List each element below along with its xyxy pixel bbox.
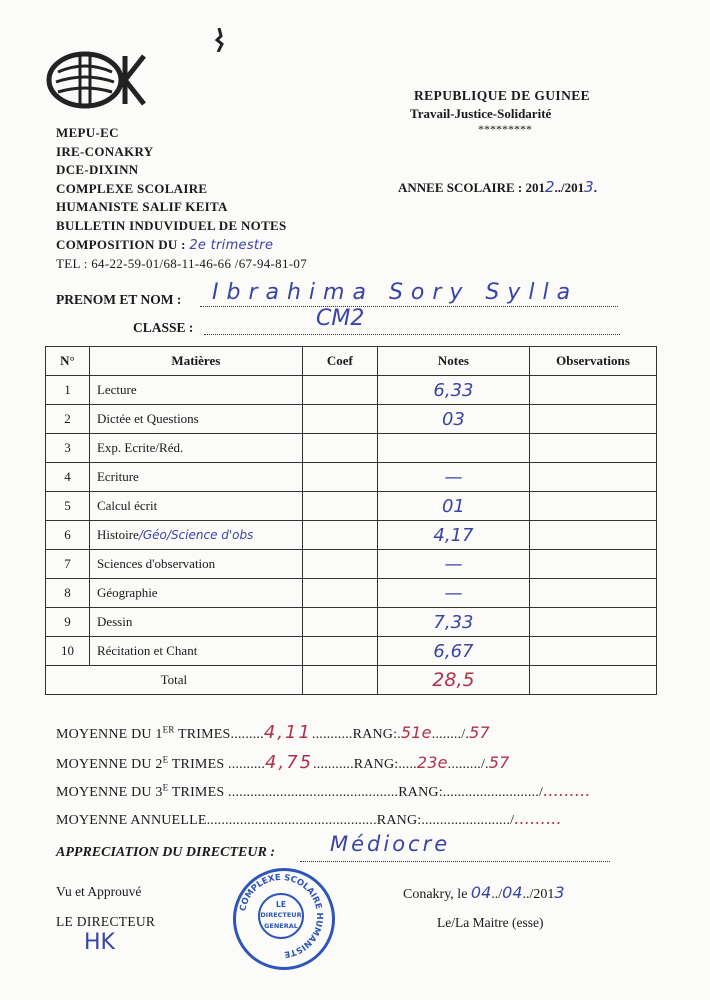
row-observation <box>529 637 656 666</box>
table-row <box>46 637 657 666</box>
row-coef <box>302 405 377 434</box>
rank-count: 57 <box>469 723 490 742</box>
date-sep-2: ../201 <box>522 887 555 902</box>
row-subject <box>89 550 302 579</box>
row-coef <box>302 521 377 550</box>
rank-separator: ........./. <box>447 757 489 772</box>
row-subject <box>89 463 302 492</box>
grades-table <box>45 346 657 695</box>
row-observation <box>529 492 656 521</box>
row-note: — <box>444 553 463 575</box>
row-subject <box>89 579 302 608</box>
rank-value: 23e <box>416 753 448 772</box>
rank-separator: ......../. <box>431 727 470 742</box>
subject-label: Histoire <box>96 527 139 542</box>
row-number: 7 <box>46 550 90 579</box>
subject-label: Sciences d'observation <box>96 556 216 571</box>
row-note-cell <box>377 637 529 666</box>
row-note-cell <box>377 550 529 579</box>
subject-label: Exp. Ecrite/Réd. <box>96 440 184 455</box>
row-coef <box>302 434 377 463</box>
class-label: CLASSE : <box>133 320 194 335</box>
total-value: 28,5 <box>432 669 475 691</box>
class-dotted-line <box>204 334 620 335</box>
row-coef <box>302 376 377 405</box>
appreciation-row <box>56 845 275 861</box>
name-dotted-line <box>200 306 618 307</box>
phone-line: TEL : 64-22-59-01/68-11-46-66 /67-94-81-07 <box>56 256 308 272</box>
row-note: 4,17 <box>433 524 474 546</box>
dce-line: DCE-DIXINN <box>56 162 139 178</box>
row-observation <box>529 434 656 463</box>
school-logo-graphic <box>40 42 150 112</box>
average-value: 4,75 <box>265 752 314 773</box>
average-label: MOYENNE ANNUELLE <box>56 813 207 828</box>
table-row <box>46 405 657 434</box>
total-observations <box>529 666 656 695</box>
school-year-hw-1: 2 <box>545 178 555 196</box>
teacher-label: Le/La Maitre (esse) <box>437 915 544 930</box>
col-number-header: N° <box>46 347 90 376</box>
row-note-cell <box>377 463 529 492</box>
date-year-hw: 3 <box>554 883 565 902</box>
average-label-sup: E <box>162 782 169 793</box>
col-notes-header: Notes <box>377 347 529 376</box>
average-label-dots: TRIMES......... <box>174 727 264 742</box>
row-number: 9 <box>46 608 90 637</box>
row-subject <box>89 637 302 666</box>
average-label-dots: TRIMES .......... <box>168 757 266 772</box>
row-note: 6,67 <box>433 640 474 662</box>
stamp-line-1: LE <box>276 900 286 909</box>
row-number: 6 <box>46 521 90 550</box>
col-observations-header: Observations <box>529 347 656 376</box>
col-subject-header: Matières <box>89 347 302 376</box>
row-note-cell <box>377 579 529 608</box>
official-stamp <box>233 868 335 970</box>
rank-count: ......... <box>543 781 591 800</box>
subject-label: Géographie <box>96 585 158 600</box>
row-observation <box>529 550 656 579</box>
row-note-cell <box>377 608 529 637</box>
row-note-cell <box>377 405 529 434</box>
row-note: — <box>444 582 463 604</box>
row-number: 10 <box>46 637 90 666</box>
total-label: Total <box>46 666 303 695</box>
table-row <box>46 492 657 521</box>
name-label: PRENOM ET NOM : <box>56 292 182 307</box>
row-observation <box>529 405 656 434</box>
row-coef <box>302 579 377 608</box>
approved-label: Vu et Approuvé <box>56 884 142 899</box>
subject-label: Dessin <box>96 614 133 629</box>
subject-label: Calcul écrit <box>96 498 158 513</box>
row-observation <box>529 463 656 492</box>
subject-label: Dictée et Questions <box>96 411 199 426</box>
subject-label: Récitation et Chant <box>96 643 198 658</box>
grades-header-row <box>46 347 657 376</box>
rank-label: ...........RANG:..... <box>313 757 417 772</box>
table-row <box>46 579 657 608</box>
subject-label: Lecture <box>96 382 137 397</box>
row-number: 1 <box>46 376 90 405</box>
row-observation <box>529 608 656 637</box>
row-note-cell <box>377 376 529 405</box>
average-line <box>56 780 591 801</box>
row-subject <box>89 492 302 521</box>
row-number: 4 <box>46 463 90 492</box>
rank-label: RANG:............... <box>398 785 499 800</box>
school-year-mid: ../201 <box>554 180 585 195</box>
country-title: REPUBLIQUE DE GUINEE <box>414 88 591 103</box>
average-label-sup: E <box>162 754 169 765</box>
average-line <box>56 752 510 773</box>
row-number: 8 <box>46 579 90 608</box>
school-year-label: ANNEE SCOLAIRE : 201 <box>398 180 545 195</box>
average-line <box>56 722 490 743</box>
director-signature: HK <box>84 930 115 955</box>
composition-label: COMPOSITION DU : <box>56 236 186 252</box>
rank-count: 57 <box>488 753 510 772</box>
school-year-hw-2: 3 <box>584 178 594 196</box>
ire-line: IRE-CONAKRY <box>56 143 154 159</box>
row-note: 7,33 <box>433 611 474 633</box>
class-value: CM2 <box>316 306 365 331</box>
row-coef <box>302 637 377 666</box>
row-subject <box>89 521 302 550</box>
student-name: Ibrahima Sory Sylla <box>212 280 579 305</box>
date-month: 04 <box>502 883 523 902</box>
school-line-2: HUMANISTE SALIF KEITA <box>56 199 228 215</box>
appreciation-dotted-line <box>300 861 610 862</box>
row-observation <box>529 376 656 405</box>
row-note-cell <box>377 492 529 521</box>
appreciation-label: APPRECIATION DU DIRECTEUR : <box>56 845 275 860</box>
row-subject <box>89 434 302 463</box>
rank-count: ......... <box>514 809 562 828</box>
average-label: MOYENNE DU 2 <box>56 757 163 772</box>
school-year <box>398 178 597 196</box>
composition-value: 2e trimestre <box>189 237 274 253</box>
average-label-sup: ER <box>162 724 175 735</box>
table-row <box>46 463 657 492</box>
rank-label: ...........RANG:. <box>311 727 401 742</box>
table-row <box>46 608 657 637</box>
school-logo <box>40 42 150 112</box>
row-note-cell <box>377 434 529 463</box>
row-note: 6,33 <box>433 379 474 401</box>
row-note: 03 <box>441 408 465 430</box>
total-row <box>46 666 657 695</box>
row-number: 3 <box>46 434 90 463</box>
row-coef <box>302 608 377 637</box>
average-line <box>56 808 562 829</box>
school-line-1: COMPLEXE SCOLAIRE <box>56 180 208 196</box>
director-label: LE DIRECTEUR <box>56 914 156 929</box>
average-label: MOYENNE DU 3 <box>56 785 163 800</box>
country-motto: Travail-Justice-Solidarité <box>410 106 552 121</box>
table-row <box>46 550 657 579</box>
ink-mark <box>212 28 226 52</box>
rank-value: 51e <box>400 723 432 742</box>
ministry-line: MEPU-EC <box>56 125 119 140</box>
row-subject <box>89 405 302 434</box>
average-value: 4,11 <box>263 722 312 743</box>
row-observation <box>529 521 656 550</box>
average-label: MOYENNE DU 1 <box>56 727 163 742</box>
table-row <box>46 521 657 550</box>
row-coef <box>302 463 377 492</box>
svg-text:COMPLEXE SCOLAIRE HUMANISTE: COMPLEXE SCOLAIRE HUMANISTE <box>238 872 325 959</box>
rank-separator: .........../ <box>498 785 544 800</box>
school-year-end: . <box>593 180 597 195</box>
row-number: 5 <box>46 492 90 521</box>
subject-label: Ecriture <box>96 469 139 484</box>
stamp-center <box>258 893 304 939</box>
appreciation-value: Médiocre <box>330 832 451 856</box>
place-label: Conakry, le <box>403 887 468 902</box>
row-note: — <box>444 466 463 488</box>
average-label-dots: .............................................. <box>206 813 377 828</box>
row-coef <box>302 492 377 521</box>
date-day: 04 <box>470 883 492 902</box>
row-coef <box>302 550 377 579</box>
stamp-line-3: GENERAL <box>264 922 298 930</box>
row-subject <box>89 608 302 637</box>
average-label-dots: TRIMES .............................................. <box>168 785 399 800</box>
table-row <box>46 376 657 405</box>
date-sep-1: ../ <box>491 887 503 902</box>
school-header <box>56 124 307 274</box>
row-observation <box>529 579 656 608</box>
composition-row <box>56 236 307 256</box>
row-subject <box>89 376 302 405</box>
row-note: 01 <box>441 495 465 517</box>
place-date <box>403 883 565 903</box>
document-title: BULLETIN INDUVIDUEL DE NOTES <box>56 217 287 233</box>
rank-label: RANG:.............. <box>376 813 474 828</box>
subject-handwritten: /Géo/Science d'obs <box>138 528 254 542</box>
col-coef-header: Coef <box>302 347 377 376</box>
motto-stars: ********* <box>478 122 532 136</box>
total-value-cell <box>377 666 529 695</box>
row-note-cell <box>377 521 529 550</box>
total-coef <box>302 666 377 695</box>
rank-separator: ........../ <box>473 813 515 828</box>
table-row <box>46 434 657 463</box>
row-number: 2 <box>46 405 90 434</box>
stamp-line-2: DIRECTEUR <box>260 911 302 919</box>
